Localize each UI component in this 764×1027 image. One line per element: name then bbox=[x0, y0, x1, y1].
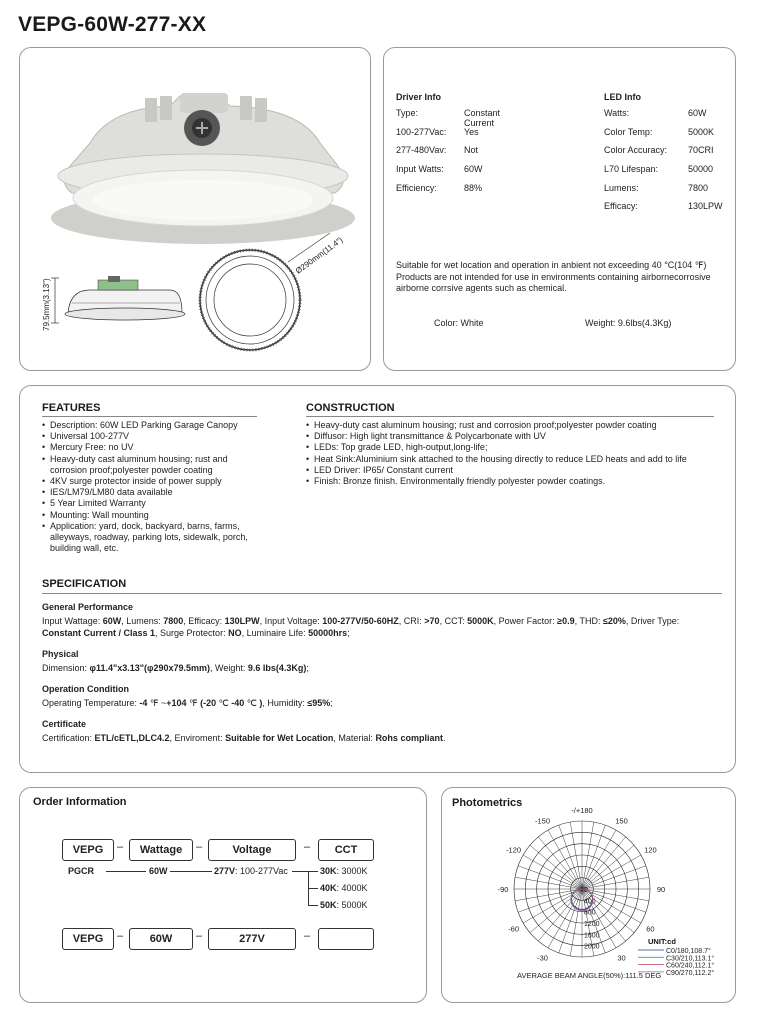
info-row bbox=[396, 108, 501, 128]
bullet-item: • IES/LM79/LM80 data available bbox=[42, 487, 257, 498]
bullet-item: • Heat Sink:Aluminium sink attached to the housing directly to reduce LED heats and add to life bbox=[306, 454, 714, 465]
polar-angle-label: -/+180 bbox=[571, 806, 593, 815]
led-info-heading: LED Info bbox=[604, 92, 641, 102]
bullet-item: • LED Driver: IP65/ Constant current bbox=[306, 465, 714, 476]
info-row-value: Yes bbox=[464, 126, 479, 137]
info-row-value: 70CRI bbox=[688, 145, 714, 156]
order-code-model: PGCR bbox=[68, 866, 95, 876]
order-example-model: VEPG bbox=[62, 928, 114, 950]
certificate-heading: Certificate bbox=[42, 719, 87, 729]
order-dash: – bbox=[196, 930, 203, 942]
polar-angle-label: -60 bbox=[508, 924, 520, 934]
polar-legend-entry: C0/180,108.7° bbox=[666, 948, 711, 955]
info-row-value: 130LPW bbox=[688, 201, 723, 212]
order-field-model: VEPG bbox=[62, 839, 114, 861]
polar-angle-label: 120 bbox=[644, 845, 657, 855]
operation-condition-heading: Operation Condition bbox=[42, 684, 129, 694]
product-drawing bbox=[20, 48, 370, 370]
info-row bbox=[604, 126, 715, 146]
cct-option: 40K: 4000K bbox=[320, 883, 368, 893]
features-section bbox=[42, 402, 257, 554]
bullet-item: • LEDs: Top grade LED, high-output,long-life; bbox=[306, 442, 714, 453]
info-row bbox=[604, 145, 714, 164]
side-view-drawing bbox=[51, 276, 185, 323]
height-dimension-label: 79.5mm(3.13") bbox=[42, 278, 51, 331]
bullet-item: • Finish: Bronze finish. Environmentally friendly polyester powder coatings. bbox=[306, 476, 714, 487]
info-row-value: 60W bbox=[688, 108, 707, 118]
polar-diagram bbox=[442, 788, 735, 1002]
top-view-drawing bbox=[200, 233, 330, 350]
order-dash: – bbox=[304, 930, 311, 942]
info-row bbox=[604, 201, 723, 220]
bullet-item: • Heavy-duty cast aluminum housing; rust and corrosion proof;polyester powder coating bbox=[306, 420, 714, 431]
specification-section bbox=[42, 578, 722, 744]
order-example-cct bbox=[318, 928, 374, 950]
info-row-value: 88% bbox=[464, 182, 483, 193]
polar-radial-label: 800 bbox=[584, 909, 596, 917]
driver-info-rows bbox=[396, 108, 501, 201]
info-row-value: Constant Current bbox=[464, 108, 501, 128]
physical-text: Dimension: φ11.4"x3.13"(φ290x79.5mm), Weight: 9.6 lbs(4.3Kg); bbox=[42, 663, 309, 673]
polar-radial-label: 2000 bbox=[584, 943, 600, 951]
bullet-item: • Universal 100-277V bbox=[42, 431, 257, 442]
driver-info bbox=[396, 92, 501, 201]
diameter-dimension-label: Ø290mm(11.4") bbox=[293, 235, 345, 276]
order-dash: – bbox=[196, 841, 203, 853]
polar-angle-label: -30 bbox=[537, 953, 548, 963]
features-list bbox=[42, 420, 257, 554]
polar-legend-entry: C60/240,112.1° bbox=[666, 962, 715, 970]
info-row-label: 100-277Vac: bbox=[396, 126, 447, 137]
order-code-voltage: 277V: 100-277Vac bbox=[214, 866, 288, 876]
info-row-label: Type: bbox=[396, 108, 419, 118]
cct-option: 50K: 5000K bbox=[320, 900, 368, 910]
bullet-item: • Mercury Free: no UV bbox=[42, 442, 257, 453]
info-row-label: Watts: bbox=[604, 108, 630, 118]
photometrics-panel bbox=[441, 787, 736, 1003]
info-row-label: 277-480Vav: bbox=[396, 145, 447, 156]
info-row-value: 5000K bbox=[688, 126, 715, 137]
bullet-item: • 4KV surge protector inside of power supply bbox=[42, 476, 257, 487]
order-dash: – bbox=[117, 841, 124, 853]
order-information-panel bbox=[19, 787, 427, 1003]
bullet-item: • Diffusor: High light transmittance & Polycarbonate with UV bbox=[306, 431, 714, 442]
operation-condition-text: Operating Temperature: -4 ℉ ~+104 ℉ (-20 ℃ -40 ℃ ), Humidity: ≤95%; bbox=[42, 698, 333, 708]
canopy-light-render bbox=[51, 93, 355, 244]
construction-section bbox=[306, 402, 714, 487]
bullet-item: • 5 Year Limited Warranty bbox=[42, 498, 257, 509]
info-row bbox=[604, 108, 707, 127]
product-image-panel bbox=[19, 47, 371, 371]
specification-heading: SPECIFICATION bbox=[42, 578, 127, 590]
polar-angle-label: -90 bbox=[497, 885, 509, 894]
physical-heading: Physical bbox=[42, 649, 79, 659]
led-info bbox=[604, 92, 723, 220]
info-row-label: Input Watts: bbox=[396, 164, 444, 175]
info-row-label: L70 Lifespan: bbox=[604, 164, 659, 175]
order-field-wattage: Wattage bbox=[129, 839, 193, 861]
cct-option: 30K: 3000K bbox=[320, 866, 368, 876]
info-row-label: Lumens: bbox=[604, 182, 639, 193]
polar-legend-title: UNIT:cd bbox=[648, 937, 676, 946]
info-row-value: 7800 bbox=[688, 182, 709, 193]
polar-angle-label: -150 bbox=[534, 816, 551, 826]
info-row-value: 50000 bbox=[688, 164, 714, 175]
order-code-wattage: 60W bbox=[149, 866, 168, 876]
info-row bbox=[396, 145, 479, 164]
info-row bbox=[604, 164, 714, 183]
info-row bbox=[604, 182, 709, 202]
weight-label: Weight: 9.6lbs(4.3Kg) bbox=[585, 318, 672, 328]
polar-legend-entry: C90/270,112.2° bbox=[666, 969, 715, 977]
order-example-voltage: 277V bbox=[208, 928, 296, 950]
features-specification-panel bbox=[19, 385, 736, 773]
construction-heading: CONSTRUCTION bbox=[306, 402, 395, 414]
polar-footer: AVERAGE BEAM ANGLE(50%):111.5 DEG bbox=[517, 971, 662, 980]
info-row-label: Efficacy: bbox=[604, 201, 638, 212]
certificate-text: Certification: ETL/cETL,DLC4.2, Enviroment: Suitable for Wet Location, Material: Rohs compliant. bbox=[42, 733, 446, 743]
order-dash: – bbox=[117, 930, 124, 942]
info-row bbox=[396, 182, 483, 202]
suitability-note: Suitable for wet location and operation in anbient not exceeding 40 °C(104 ℉) Products are not intended for use in environments containing airbornecorrosive airborne corrsive agents such as chemical. bbox=[396, 260, 711, 293]
info-row-label: Color Accuracy: bbox=[604, 145, 668, 156]
order-example-wattage: 60W bbox=[129, 928, 193, 950]
construction-list bbox=[306, 420, 714, 487]
order-field-cct: CCT bbox=[318, 839, 374, 861]
polar-angle-label: 150 bbox=[615, 816, 628, 826]
info-panel bbox=[383, 47, 736, 371]
polar-radial-label: 0 bbox=[584, 887, 588, 894]
bullet-item: • Description: 60W LED Parking Garage Canopy bbox=[42, 420, 257, 431]
polar-angle-label: -120 bbox=[506, 845, 522, 855]
color-label: Color: White bbox=[434, 318, 484, 328]
bullet-item: • Heavy-duty cast aluminum housing; rust and corrosion proof;polyester powder coating bbox=[42, 454, 257, 476]
polar-angle-label: 90 bbox=[656, 885, 666, 894]
bullet-item: • Mounting: Wall mounting bbox=[42, 510, 257, 521]
features-heading: FEATURES bbox=[42, 402, 101, 414]
polar-angle-label: 30 bbox=[617, 953, 626, 963]
order-dash: – bbox=[304, 841, 311, 853]
polar-angle-label: 60 bbox=[646, 924, 655, 934]
polar-legend-entry: C30/210,113.1° bbox=[666, 955, 715, 963]
order-field-voltage: Voltage bbox=[208, 839, 296, 861]
bullet-item: • Application: yard, dock, backyard, barns, farms, alleyways, roadway, parking lots, sidewalk, porch, building wall, etc. bbox=[42, 521, 257, 555]
info-row bbox=[396, 164, 483, 183]
driver-info-heading: Driver Info bbox=[396, 92, 442, 102]
polar-radial-label: 1200 bbox=[584, 921, 600, 928]
info-row-value: Not bbox=[464, 145, 479, 156]
general-performance-text: Input Wattage: 60W, Lumens: 7800, Efficacy: 130LPW, Input Voltage: 100-277V/50-60HZ, CRI: >70, CCT: 5000K, Power Factor: ≥0.9, THD: ≤20%, Driver Type: Constant Current / Class 1, Surge Protector: NO, Luminaire Life: 50000hrs; bbox=[42, 616, 680, 638]
photometrics-heading: Photometrics bbox=[452, 797, 523, 809]
order-information-heading: Order Information bbox=[33, 796, 127, 808]
page-title: VEPG-60W-277-XX bbox=[18, 13, 207, 36]
led-info-rows bbox=[604, 108, 723, 220]
info-row-value: 60W bbox=[464, 164, 483, 175]
info-row bbox=[396, 126, 479, 146]
polar-radial-label: 400 bbox=[584, 898, 596, 906]
info-row-label: Color Temp: bbox=[604, 126, 653, 137]
general-performance-heading: General Performance bbox=[42, 602, 134, 612]
polar-radial-label: 1600 bbox=[584, 932, 600, 940]
info-row-label: Efficiency: bbox=[396, 182, 437, 193]
